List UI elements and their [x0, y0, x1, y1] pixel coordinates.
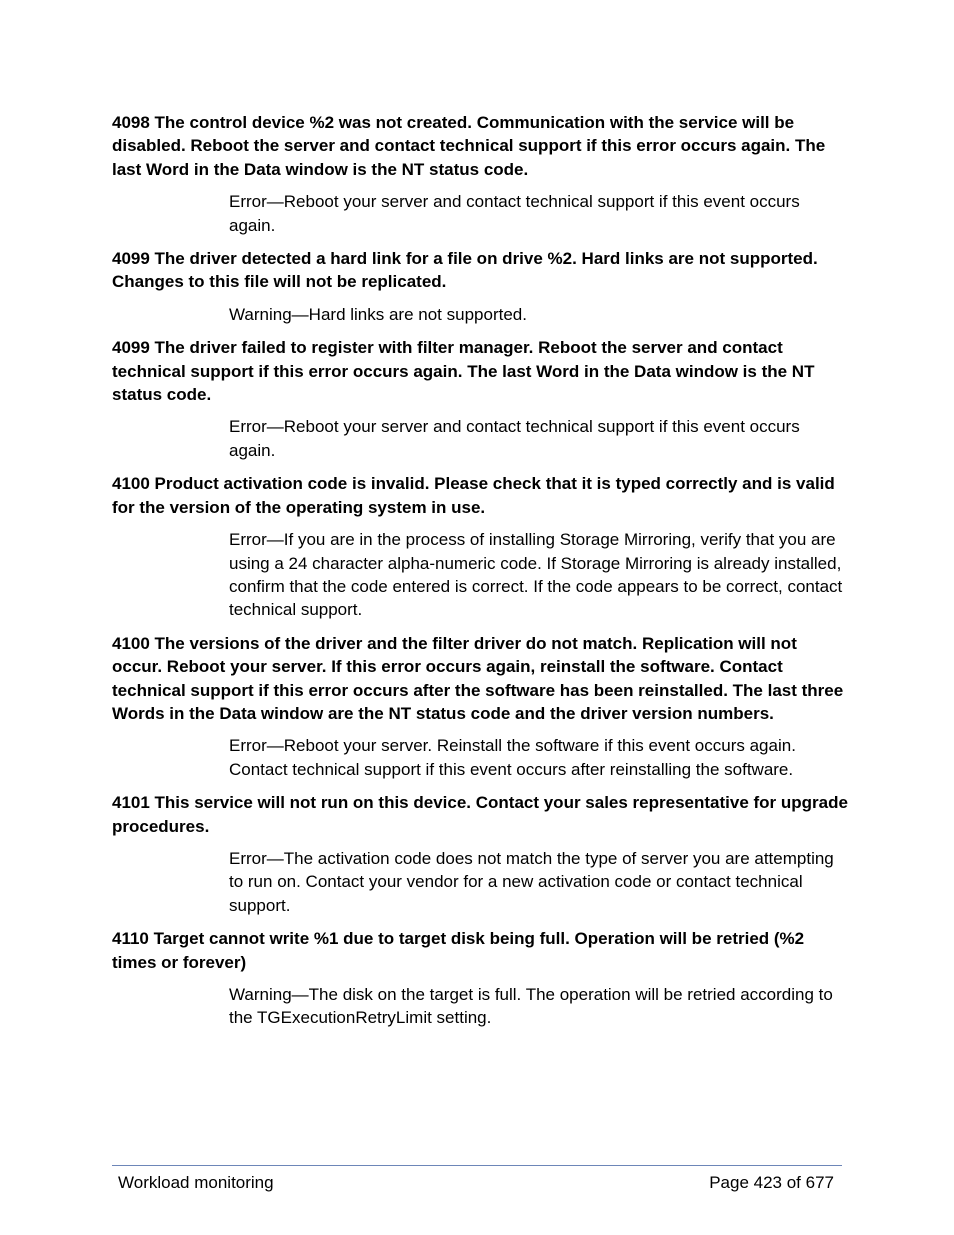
footer-section-title: Workload monitoring — [118, 1173, 274, 1192]
event-heading: 4100 The versions of the driver and the filter driver do not match. Replication will not occur. Reboot your server. If this error occurs again, reinstall the software. Contact technical support if this error occurs after the software has been reinstalled. The last three Words in the Data window are the NT status code and the driver version numbers. — [112, 633, 844, 723]
event-heading: 4099 The driver failed to register with filter manager. Reboot the server and contact technical support if this error occurs again. The last Word in the Data window is the NT status code. — [112, 338, 815, 405]
event-entry — [112, 632, 848, 781]
event-heading: 4099 The driver detected a hard link for a file on drive %2. Hard links are not supported. Changes to this file will not be replicated. — [112, 249, 818, 292]
event-heading: 4098 The control device %2 was not created. Communication with the service will be disabled. Reboot the server and contact technical support if this error occurs again. The last Word in the Data window is the NT status code. — [112, 113, 826, 179]
event-heading: 4110 Target cannot write %1 due to target disk being full. Operation will be retried (%2 times or forever) — [112, 929, 805, 972]
event-description: Error—Reboot your server. Reinstall the software if this event occurs again. Contact technical support if this event occurs after reinstalling the software. — [229, 736, 796, 779]
event-description: Warning—Hard links are not supported. — [229, 304, 527, 324]
event-description: Error—Reboot your server and contact technical support if this event occurs again. — [229, 417, 800, 460]
footer-divider — [112, 1165, 842, 1166]
event-heading: 4100 Product activation code is invalid. Please check that it is typed correctly and is valid for the version of the operating system in use. — [112, 474, 835, 517]
event-entry — [112, 791, 848, 917]
event-description: Error—If you are in the process of installing Storage Mirroring, verify that you are using a 24 character alpha-numeric code. If Storage Mirroring is already installed, confirm that the code entered is correct. If the code appears to be correct, contact technical support. — [229, 530, 843, 620]
event-entry — [112, 472, 848, 621]
event-entry — [112, 111, 848, 237]
event-entry — [112, 927, 848, 1030]
event-heading: 4101 This service will not run on this device. Contact your sales representative for upgrade procedures. — [112, 793, 848, 836]
event-description: Error—Reboot your server and contact technical support if this event occurs again. — [229, 192, 800, 235]
event-entry — [112, 336, 848, 462]
event-description: Warning—The disk on the target is full. The operation will be retried according to the TGExecutionRetryLimit setting. — [229, 985, 833, 1028]
event-entry — [112, 247, 848, 326]
footer-page-number: Page 423 of 677 — [709, 1173, 834, 1192]
event-list — [112, 111, 848, 1040]
event-description: Error—The activation code does not match the type of server you are attempting to run on. Contact your vendor for a new activation code or contact technical support. — [229, 848, 834, 915]
